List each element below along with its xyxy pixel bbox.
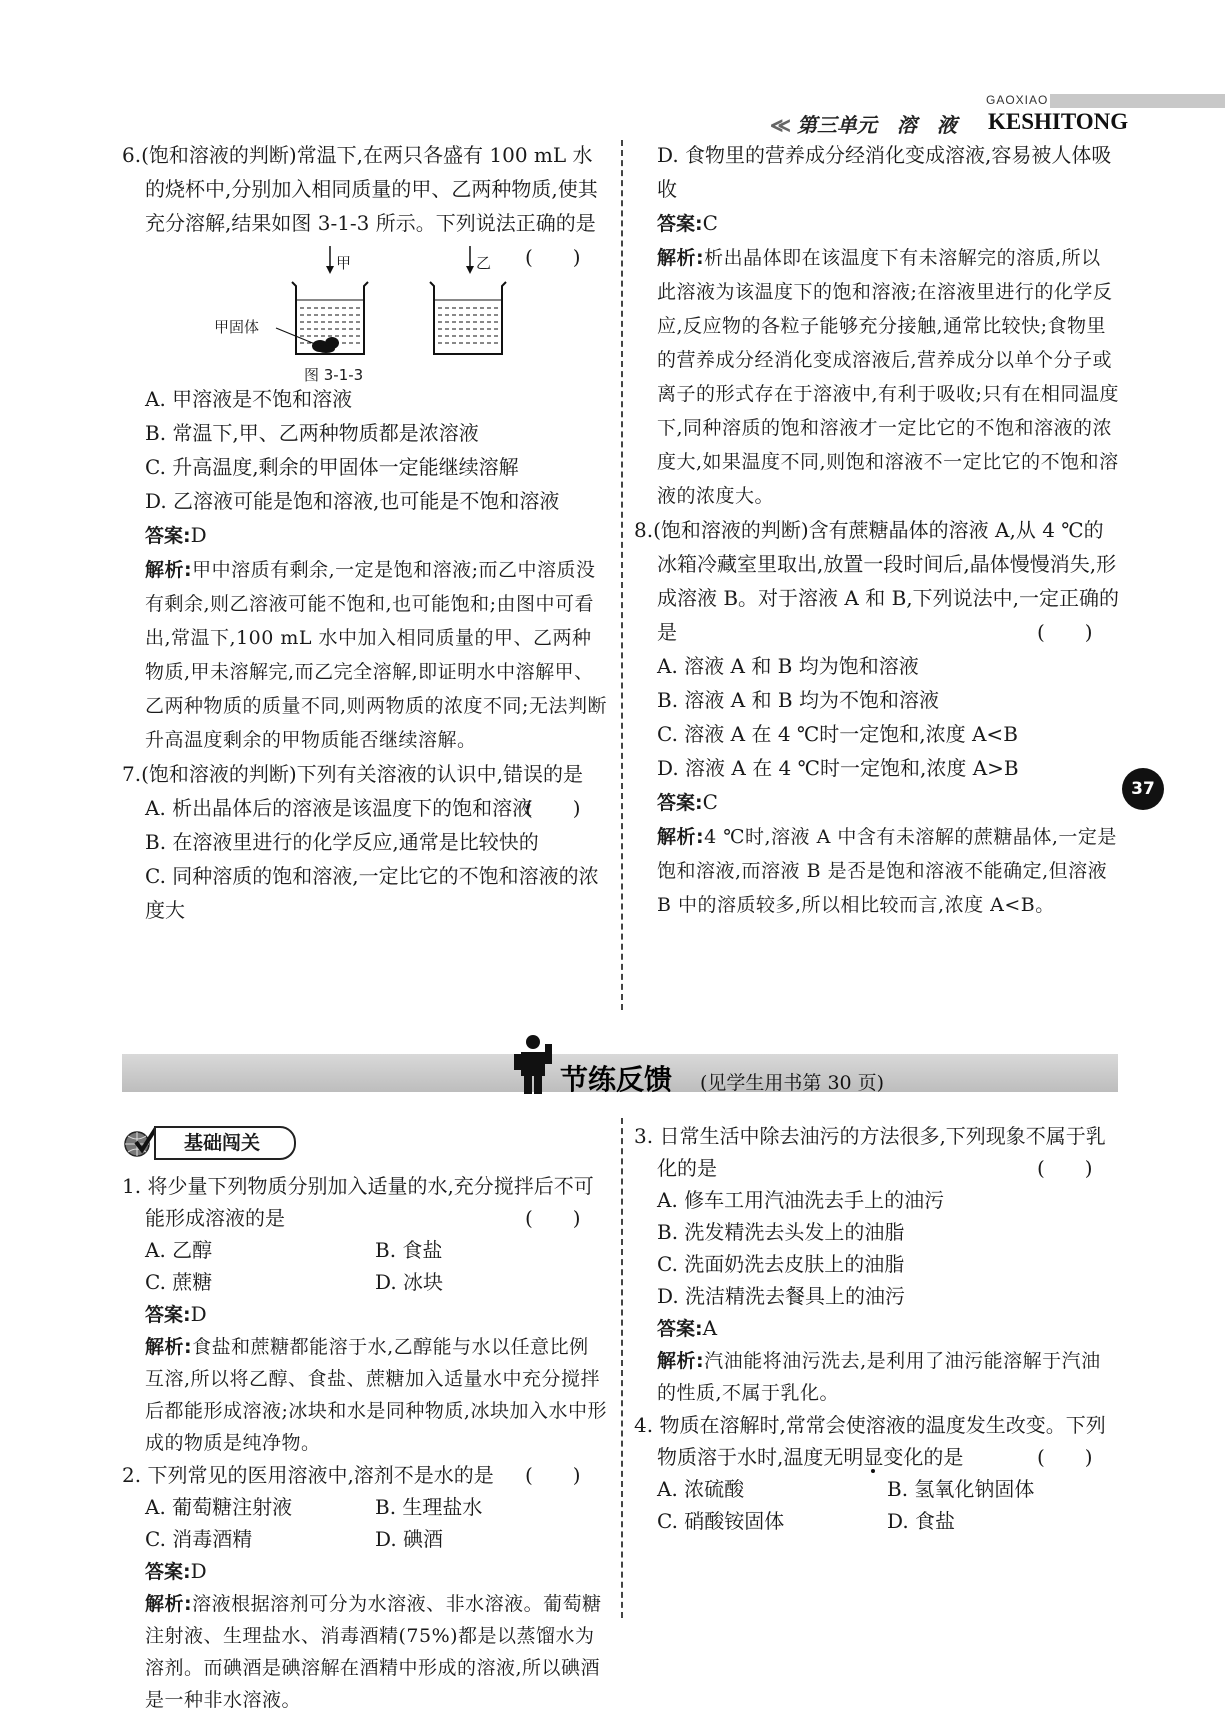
q6-option-d: D. 乙溶液可能是饱和溶液,也可能是不饱和溶液 xyxy=(145,489,560,513)
column-divider-lower xyxy=(621,1118,623,1618)
emphasis-dots: 无明显变化 xyxy=(823,1445,924,1469)
q8-answer: 答案:C xyxy=(657,790,718,814)
q7-explanation: 解析:析出晶体即在该温度下有未溶解完的溶质,所以此溶液为该温度下的饱和溶液;在溶液里进行的化学反应,反应物的各粒子能够充分接触,通常比较快;食物里的营养成分经消化变成溶液后,营养成分以单个分子或离子的形式存在于溶液中,有利于吸收;只有在相同温度下,同种溶质的饱和溶液才一定比它的不饱和溶液的浓度大,如果温度不同,则饱和溶液不一定比它的不饱和溶液的浓度大。 xyxy=(657,247,1119,507)
answer-paren: ( ) xyxy=(525,245,581,269)
header-unit xyxy=(770,109,957,138)
question-6-stem: 6.(饱和溶液的判断)常温下,在两只各盛有 100 mL 水的烧杯中,分别加入相同质量的甲、乙两种物质,使其充分溶解,结果如图 3-1-3 所示。下列说法正确的是 ( ) xyxy=(122,138,608,240)
b1-options-row-1 xyxy=(122,1234,608,1266)
figure-caption: 图 3-1-3 xyxy=(304,366,364,384)
b3-answer: 答案:A xyxy=(657,1316,718,1340)
b2-explanation: 解析:溶液根据溶剂可分为水溶液、非水溶液。葡萄糖注射液、生理盐水、消毒酒精(75%)都是以蒸馏水为溶剂。而碘酒是碘溶解在酒精中形成的溶液,所以碘酒是一种非水溶液。 xyxy=(145,1593,602,1711)
answer-paren: ( ) xyxy=(1037,620,1093,644)
answer-paren: ( ) xyxy=(1037,1445,1093,1469)
b-question-2-stem: 2. 下列常见的医用溶液中,溶剂不是水的是 ( ) xyxy=(122,1459,608,1491)
label-solid: 甲固体 xyxy=(214,318,260,336)
b-question-3-stem: 3. 日常生活中除去油污的方法很多,下列现象不属于乳化的是 ( ) xyxy=(634,1120,1120,1184)
b3-option-b: B. 洗发精洗去头发上的油脂 xyxy=(657,1220,905,1244)
b1-explanation: 解析:食盐和蔗糖都能溶于水,乙醇能与水以任意比例互溶,所以将乙醇、食盐、蔗糖加入适量水中充分搅拌后都能形成溶液;冰块和水是同种物质,冰块加入水中形成的物质是纯净物。 xyxy=(145,1336,607,1454)
double-chevron-left-icon: ≪ xyxy=(770,113,791,137)
answer-paren: ( ) xyxy=(525,1206,581,1230)
b-question-4-stem: 4. 物质在溶解时,常常会使溶液的温度发生改变。下列物质溶于水时,温度无明显变化的是 ( ) xyxy=(634,1409,1120,1473)
q6-explanation: 解析:甲中溶质有剩余,一定是饱和溶液;而乙中溶质没有剩余,则乙溶液可能不饱和,也可能饱和;由图中可看出,常温下,100 mL 水中加入相同质量的甲、乙两种物质,甲未溶解完,而乙完全溶解,即证明水中溶解甲、乙两种物质的质量不同,则两物质的浓度不同;无法判断升高温度剩余的甲物质能否继续溶解。 xyxy=(145,559,607,751)
q8-option-a: A. 溶液 A 和 B 均为饱和溶液 xyxy=(657,654,919,678)
b4-option-c: C. 硝酸铵固体 xyxy=(657,1509,785,1533)
b3-explanation: 解析:汽油能将油污洗去,是利用了油污能溶解于汽油的性质,不属于乳化。 xyxy=(657,1350,1101,1404)
b2-option-d: D. 碘酒 xyxy=(375,1527,444,1551)
q7-answer: 答案:C xyxy=(657,211,718,235)
figure-3-1-3 xyxy=(212,242,522,382)
q7-option-a: A. 析出晶体后的溶液是该温度下的饱和溶液 xyxy=(145,796,533,820)
section-title: 节练反馈 xyxy=(560,1063,673,1096)
q8-explanation: 解析:4 ℃时,溶液 A 中含有未溶解的蔗糖晶体,一定是饱和溶液,而溶液 B 是否是饱和溶液不能确定,但溶液 B 中的溶质较多,所以相比较而言,浓度 A<B。 xyxy=(657,826,1117,916)
column-divider-upper xyxy=(621,140,623,1010)
q6-option-c: C. 升高温度,剩余的甲固体一定能继续溶解 xyxy=(145,455,519,479)
b1-option-b: B. 食盐 xyxy=(375,1238,443,1262)
b2-option-c: C. 消毒酒精 xyxy=(145,1527,253,1551)
q8-option-c: C. 溶液 A 在 4 ℃时一定饱和,浓度 A<B xyxy=(657,722,1018,746)
q7-option-d: D. 食物里的营养成分经消化变成溶液,容易被人体吸收 xyxy=(657,143,1112,201)
header-unit-title: 第三单元 溶 液 xyxy=(796,113,957,137)
b4-options-row-2 xyxy=(634,1505,1120,1537)
answer-paren: ( ) xyxy=(525,1463,581,1487)
b2-option-a: A. 葡萄糖注射液 xyxy=(145,1495,293,1519)
q7-option-c: C. 同种溶质的饱和溶液,一定比它的不饱和溶液的浓度大 xyxy=(145,864,599,922)
lower-right-column xyxy=(634,1120,1120,1537)
label-yi: 乙 xyxy=(476,254,492,272)
b1-option-d: D. 冰块 xyxy=(375,1270,444,1294)
b1-answer: 答案:D xyxy=(145,1302,207,1326)
q8-option-d: D. 溶液 A 在 4 ℃时一定饱和,浓度 A>B xyxy=(657,756,1019,780)
b4-option-b: B. 氢氧化钠固体 xyxy=(887,1477,1035,1501)
b3-option-a: A. 修车工用汽油洗去手上的油污 xyxy=(657,1188,945,1212)
header-keshitong: KESHITONG xyxy=(988,109,1129,134)
b2-option-b: B. 生理盐水 xyxy=(375,1495,483,1519)
q6-option-a: A. 甲溶液是不饱和溶液 xyxy=(145,387,353,411)
answer-paren: ( ) xyxy=(525,796,581,820)
upper-right-column xyxy=(634,138,1120,922)
question-8-stem: 8.(饱和溶液的判断)含有蔗糖晶体的溶液 A,从 4 ℃的冰箱冷藏室里取出,放置一段时间后,晶体慢慢消失,形成溶液 B。对于溶液 A 和 B,下列说法中,一定正确的是 ( ) xyxy=(634,513,1120,649)
b3-option-d: D. 洗洁精洗去餐具上的油污 xyxy=(657,1284,906,1308)
q7-option-b: B. 在溶液里进行的化学反应,通常是比较快的 xyxy=(145,830,539,854)
page-number-badge: 37 xyxy=(1122,768,1164,810)
running-header xyxy=(770,88,1225,138)
b2-options-row-1 xyxy=(122,1491,608,1523)
b4-options-row-1 xyxy=(634,1473,1120,1505)
subsection-title: 基础闯关 xyxy=(184,1132,261,1154)
q8-option-b: B. 溶液 A 和 B 均为不饱和溶液 xyxy=(657,688,939,712)
subsection-tag xyxy=(122,1124,302,1160)
student-figure-icon xyxy=(512,1034,554,1096)
answer-paren: ( ) xyxy=(1037,1156,1093,1180)
label-jia: 甲 xyxy=(336,254,352,272)
q6-answer: 答案:D xyxy=(145,523,207,547)
b1-option-c: C. 蔗糖 xyxy=(145,1270,213,1294)
b4-option-a: A. 浓硫酸 xyxy=(657,1477,745,1501)
b4-option-d: D. 食盐 xyxy=(887,1509,956,1533)
b1-option-a: A. 乙醇 xyxy=(145,1238,213,1262)
question-7-stem: 7.(饱和溶液的判断)下列有关溶液的认识中,错误的是 ( ) xyxy=(122,757,608,791)
q6-option-b: B. 常温下,甲、乙两种物质都是浓溶液 xyxy=(145,421,479,445)
section-note: (见学生用书第 30 页) xyxy=(700,1072,885,1094)
lower-left-column xyxy=(122,1170,608,1716)
b1-options-row-2 xyxy=(122,1266,608,1298)
b2-options-row-2 xyxy=(122,1523,608,1555)
b2-answer: 答案:D xyxy=(145,1559,207,1583)
globe-check-icon xyxy=(122,1124,158,1160)
b-question-1-stem: 1. 将少量下列物质分别加入适量的水,充分搅拌后不可能形成溶液的是 ( ) xyxy=(122,1170,608,1234)
header-gaoxiao: GAOXIAO xyxy=(986,93,1049,107)
b3-option-c: C. 洗面奶洗去皮肤上的油脂 xyxy=(657,1252,905,1276)
upper-left-column xyxy=(122,138,608,927)
header-bar xyxy=(1050,94,1225,108)
